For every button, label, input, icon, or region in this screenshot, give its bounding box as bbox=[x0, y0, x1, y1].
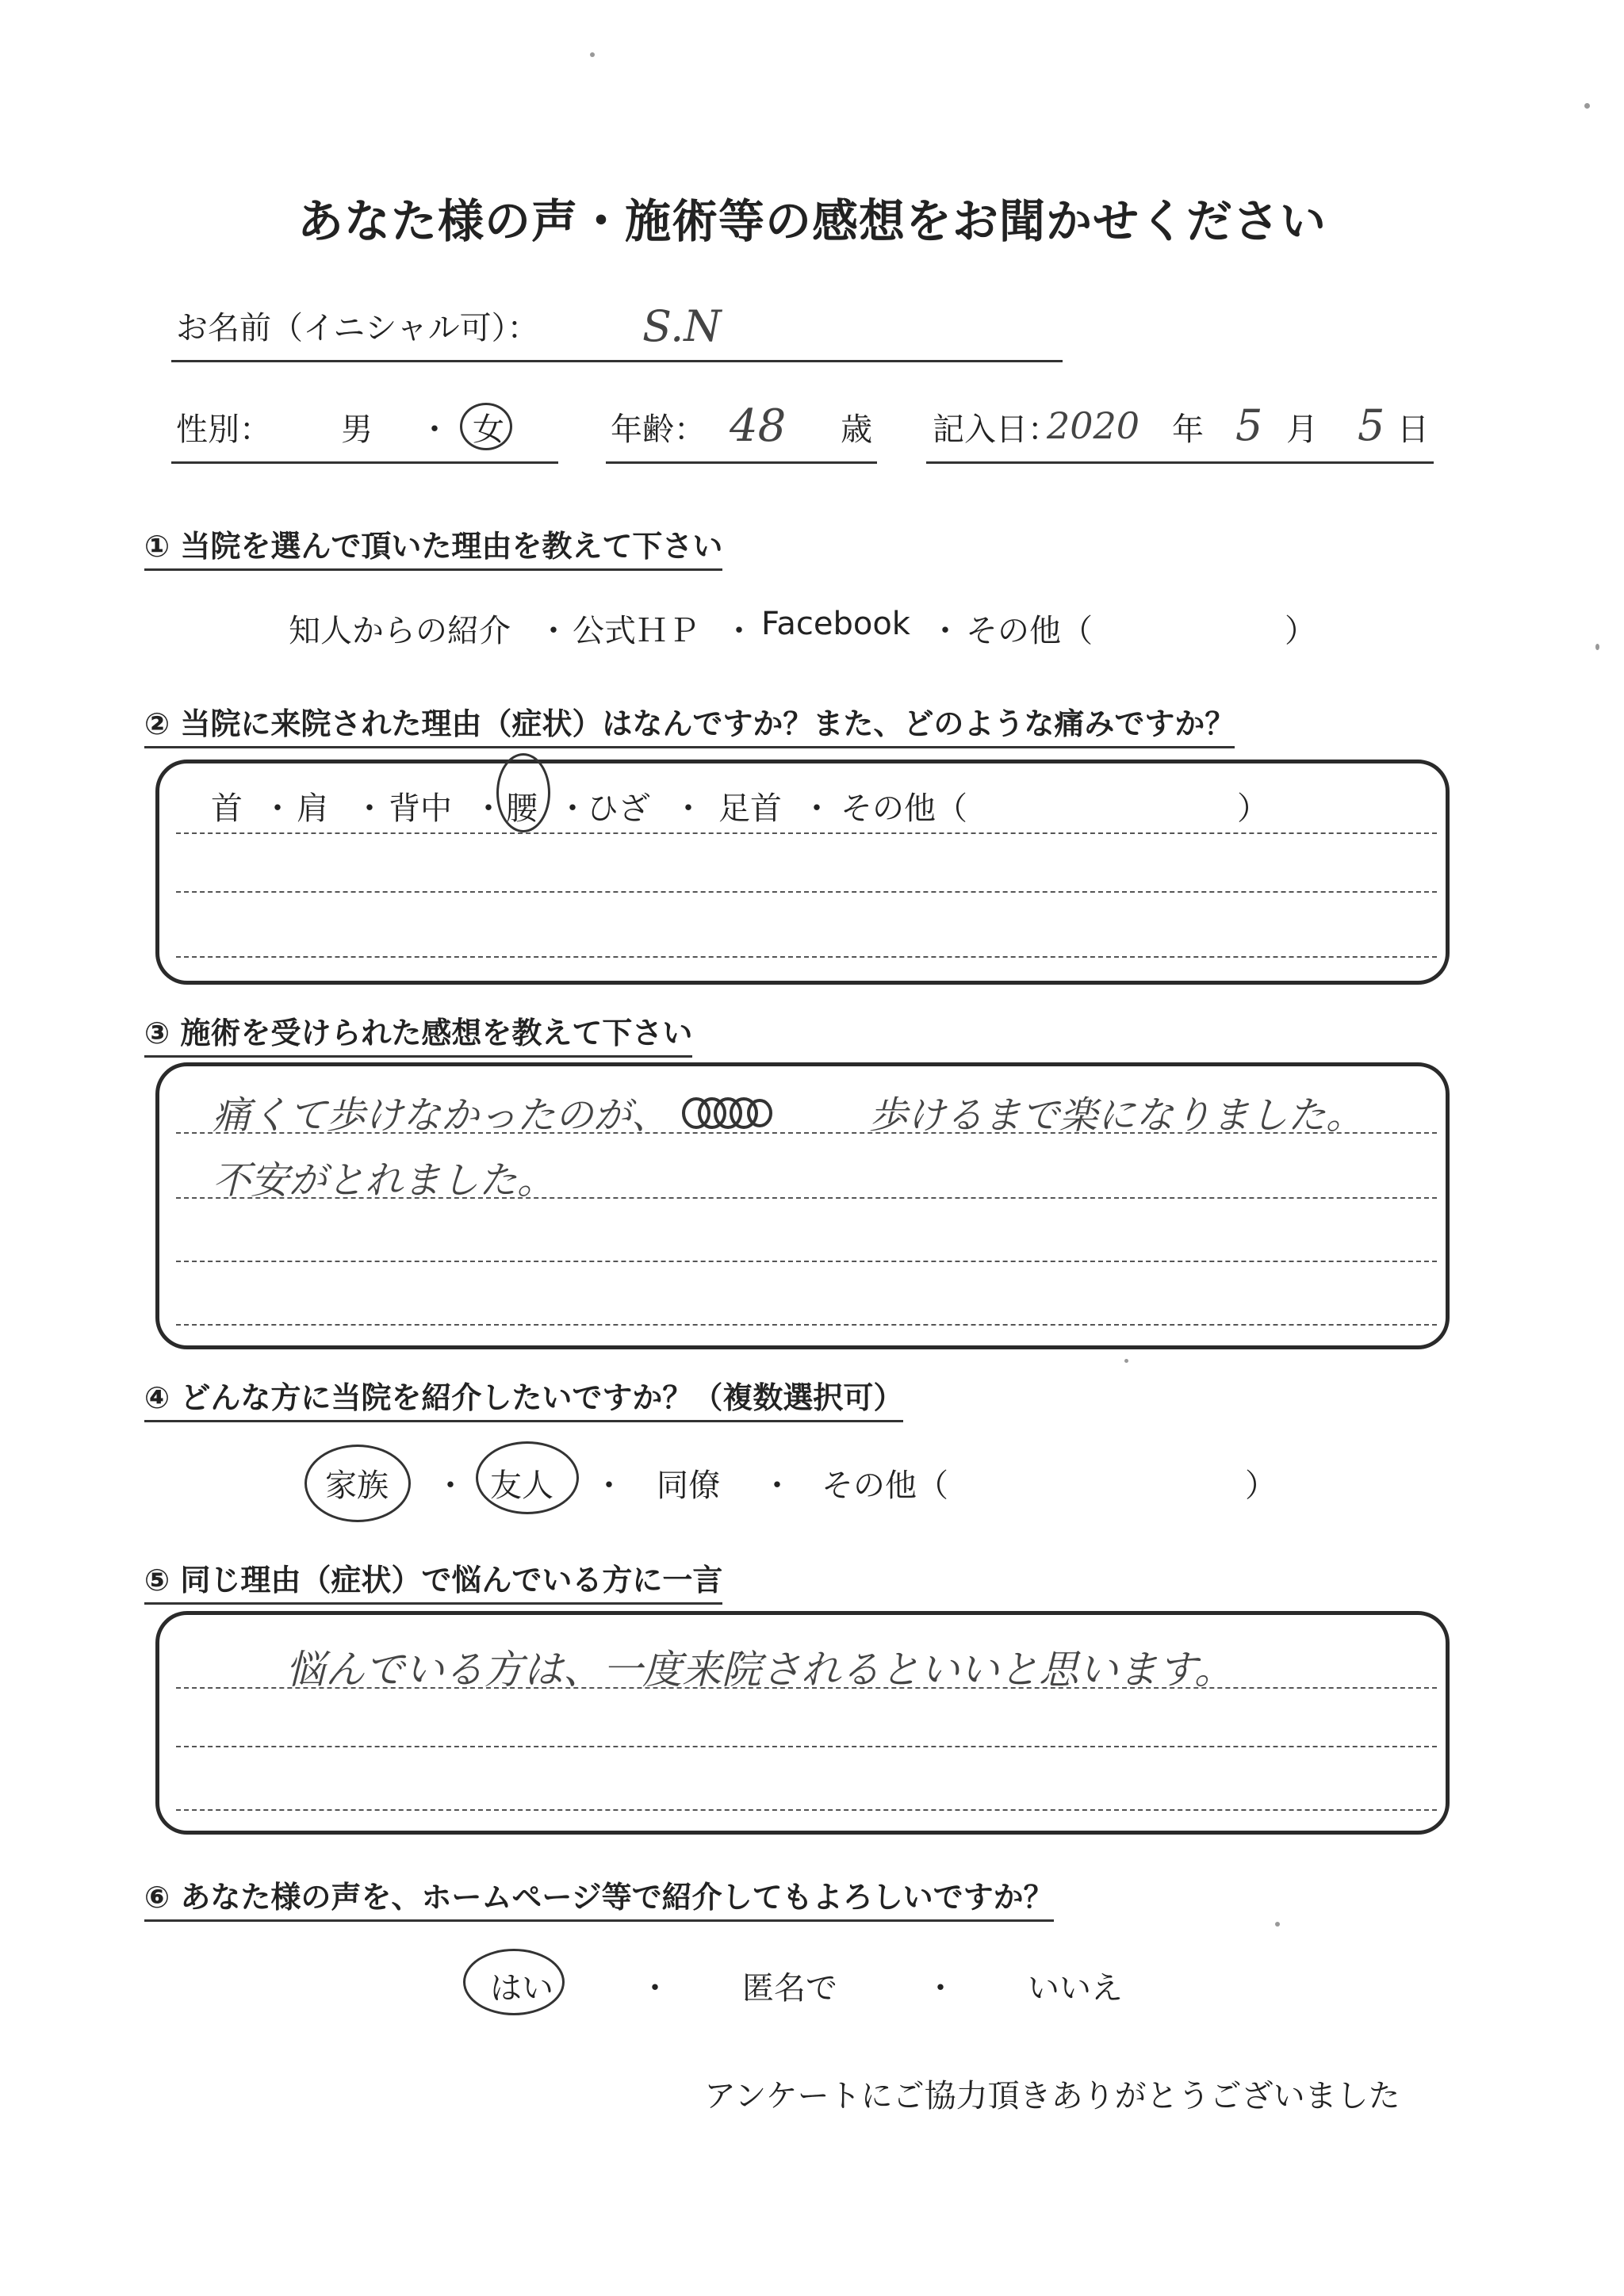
q3-answer-line1b[interactable]: 歩けるまで楽になりました。 bbox=[869, 1093, 1365, 1138]
answer-line bbox=[176, 832, 1437, 834]
q1-separator: ・ bbox=[538, 613, 569, 649]
answer-line bbox=[176, 1809, 1437, 1811]
age-underline bbox=[606, 461, 877, 464]
q2-option-ankle[interactable]: 足首 bbox=[718, 790, 782, 827]
q2-option-neck[interactable]: 首 bbox=[211, 790, 243, 827]
gender-option-male[interactable]: 男 bbox=[341, 411, 373, 448]
q2-separator: ・ bbox=[557, 790, 588, 827]
q4-option-family[interactable]: 家族 bbox=[325, 1468, 389, 1504]
q2-option-lower-back[interactable]: 腰 bbox=[506, 790, 538, 827]
q4-option-other[interactable]: その他（ bbox=[822, 1468, 948, 1504]
q1-option-website[interactable]: 公式ＨＰ bbox=[573, 613, 699, 649]
name-label: お名前（イニシャル可）： bbox=[176, 310, 539, 346]
date-month[interactable]: 5 bbox=[1235, 400, 1263, 450]
form-title: あなた様の声・施術等の感想をお聞かせください bbox=[297, 194, 1327, 248]
q5-answer[interactable]: 悩んでいる方は、一度来院されるといいと思います。 bbox=[285, 1647, 1234, 1693]
date-day[interactable]: 5 bbox=[1358, 400, 1385, 450]
q4-separator: ・ bbox=[761, 1468, 793, 1504]
answer-line bbox=[176, 1197, 1437, 1199]
q2-option-back[interactable]: 背中 bbox=[389, 790, 452, 827]
date-label: 記入日： bbox=[933, 411, 1059, 448]
answer-line bbox=[176, 891, 1437, 893]
answer-line bbox=[176, 1132, 1437, 1134]
q4-option-friend[interactable]: 友人 bbox=[490, 1468, 553, 1504]
age-unit: 歳 bbox=[841, 411, 872, 448]
q6-option-anonymous[interactable]: 匿名で bbox=[742, 1970, 837, 2007]
date-underline bbox=[926, 461, 1434, 464]
gender-separator: ・ bbox=[419, 411, 450, 448]
gender-option-female[interactable]: 女 bbox=[473, 411, 504, 448]
q6-heading: ⑥ あなた様の声を、ホームページ等で紹介してもよろしいですか？ bbox=[144, 1873, 1054, 1922]
q3-answer-line2[interactable]: 不安がとれました。 bbox=[213, 1158, 556, 1203]
day-unit: 日 bbox=[1397, 411, 1429, 448]
selection-circle bbox=[463, 1949, 565, 2015]
q6-option-yes[interactable]: はい bbox=[490, 1970, 553, 2007]
answer-line bbox=[176, 1324, 1437, 1326]
footer-thanks: アンケートにご協力頂きありがとうございました bbox=[704, 2078, 1400, 2114]
q1-option-referral[interactable]: 知人からの紹介 bbox=[289, 613, 511, 649]
q3-heading: ③ 施術を受けられた感想を教えて下さい bbox=[144, 1008, 692, 1058]
q2-separator: ・ bbox=[801, 790, 833, 827]
answer-line bbox=[176, 1261, 1437, 1262]
q2-option-shoulder[interactable]: 肩 bbox=[297, 790, 328, 827]
q2-option-other[interactable]: その他（ bbox=[841, 790, 967, 827]
q2-separator: ・ bbox=[473, 790, 504, 827]
q2-separator: ・ bbox=[354, 790, 385, 827]
age-label: 年齢： bbox=[611, 411, 706, 448]
q1-heading: ① 当院を選んで頂いた理由を教えて下さい bbox=[144, 522, 722, 571]
answer-line bbox=[176, 1746, 1437, 1747]
q6-option-no[interactable]: いいえ bbox=[1028, 1970, 1123, 2007]
q5-heading: ⑤ 同じ理由（症状）で悩んでいる方に一言 bbox=[144, 1556, 722, 1605]
scan-speck bbox=[1124, 1359, 1128, 1363]
age-value[interactable]: 48 bbox=[730, 400, 787, 452]
gender-underline bbox=[171, 461, 558, 464]
q1-option-other[interactable]: その他（ bbox=[966, 613, 1093, 649]
date-year[interactable]: 2020 bbox=[1047, 404, 1140, 447]
q2-heading: ② 当院に来院された理由（症状）はなんですか？また、どのような痛みですか？ bbox=[144, 699, 1235, 748]
q6-separator: ・ bbox=[925, 1970, 956, 2007]
selection-circle bbox=[304, 1445, 411, 1522]
q4-heading: ④ どんな方に当院を紹介したいですか？（複数選択可） bbox=[144, 1373, 903, 1422]
scan-speck bbox=[1275, 1922, 1280, 1927]
q4-other-close: ） bbox=[1245, 1468, 1277, 1504]
selection-circle bbox=[476, 1441, 579, 1514]
q2-option-knee[interactable]: ひざ bbox=[587, 790, 650, 827]
selection-circle bbox=[496, 753, 550, 832]
q4-separator: ・ bbox=[435, 1468, 466, 1504]
q4-separator: ・ bbox=[593, 1468, 625, 1504]
scan-speck bbox=[1595, 644, 1599, 650]
selection-circle bbox=[460, 403, 512, 450]
q6-separator: ・ bbox=[639, 1970, 671, 2007]
scribble-mark bbox=[680, 1096, 776, 1131]
answer-line bbox=[176, 1687, 1437, 1689]
scan-speck bbox=[1584, 103, 1590, 109]
year-unit: 年 bbox=[1172, 411, 1204, 448]
q1-separator: ・ bbox=[929, 613, 961, 649]
q1-separator: ・ bbox=[723, 613, 755, 649]
scan-speck bbox=[590, 52, 595, 57]
q1-other-close: ） bbox=[1285, 613, 1316, 649]
answer-line bbox=[176, 956, 1437, 958]
name-value[interactable]: S.N bbox=[642, 301, 722, 351]
q4-option-coworker[interactable]: 同僚 bbox=[657, 1468, 720, 1504]
q2-separator: ・ bbox=[672, 790, 704, 827]
gender-label: 性別： bbox=[176, 411, 271, 448]
name-underline bbox=[171, 360, 1063, 362]
q2-separator: ・ bbox=[262, 790, 293, 827]
q1-option-facebook[interactable]: Facebook bbox=[761, 606, 910, 642]
q3-answer-line1[interactable]: 痛くて歩けなかったのが、 bbox=[213, 1093, 670, 1138]
month-unit: 月 bbox=[1286, 411, 1318, 448]
q2-other-close: ） bbox=[1237, 790, 1269, 827]
